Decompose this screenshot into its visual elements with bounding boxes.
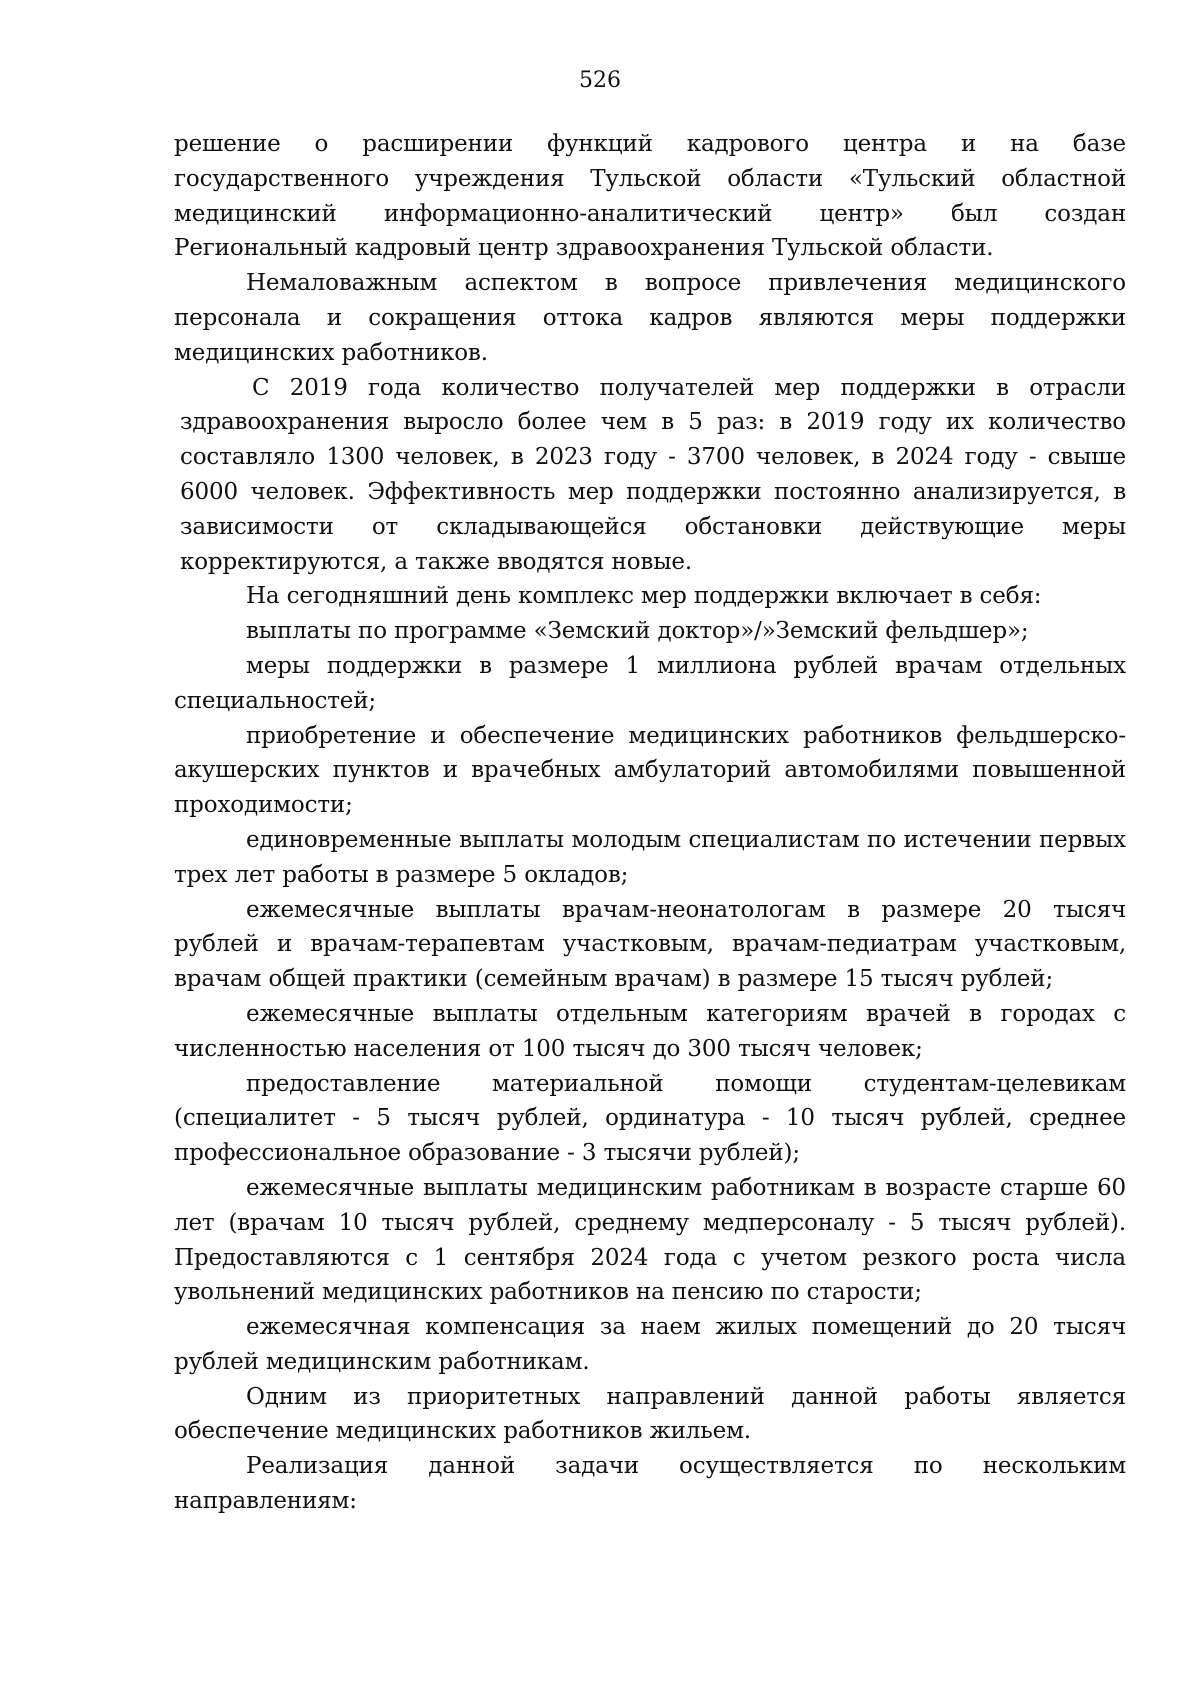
list-item-zemsky-doctor: выплаты по программе «Земский доктор»/»Земский фельдшер»;	[246, 618, 1029, 645]
list-item-young-specialists: единовременные выплаты молодым специалистам по истечении первых трех лет работы в размере 5 окладов;	[174, 826, 1126, 888]
paragraph-regional-staffing-center: решение о расширении функций кадрового центра и на базе государственного учреждения Тульской области «Тульский областной медицинский информационно-аналитический центр» был создан Региональный кадровый центр здравоохранения Тульской области.	[174, 131, 1126, 262]
list-item-student-aid: предоставление материальной помощи студентам-целевикам (специалитет - 5 тысяч рублей, ординатура - 10 тысяч рублей, среднее профессиональное образование - 3 тысячи рублей);	[174, 1070, 1126, 1167]
list-item-million-rubles: меры поддержки в размере 1 миллиона рублей врачам отдельных специальностей;	[174, 652, 1126, 714]
document-body	[174, 127, 1126, 1519]
page-number: 526	[579, 68, 621, 93]
paragraph-support-measures-intro: Немаловажным аспектом в вопросе привлечения медицинского персонала и сокращения оттока кадров являются меры поддержки медицинских работников.	[174, 270, 1126, 366]
list-item-city-doctors: ежемесячные выплаты отдельным категориям врачей в городах с численностью населения от 100 тысяч до 300 тысяч человек;	[174, 1000, 1126, 1062]
list-item-vehicles: приобретение и обеспечение медицинских работников фельдшерско-акушерских пунктов и врачебных амбулаторий автомобилями повышенной проходимости;	[174, 722, 1126, 819]
paragraph-measures-list-intro: На сегодняшний день комплекс мер поддержки включает в себя:	[246, 583, 1042, 610]
paragraph-housing-priority: Одним из приоритетных направлений данной работы является обеспечение медицинских работников жильем.	[174, 1383, 1126, 1445]
paragraph-recipients-growth: С 2019 года количество получателей мер поддержки в отрасли здравоохранения выросло более чем в 5 раз: в 2019 году их количество составляло 1300 человек, в 2023 году - 3700 человек, в 2024 году - свыше 6000 человек. Эффективность мер поддержки постоянно анализируется, в зависимости от складывающейся обстановки действующие меры корректируются, а также вводятся новые.	[180, 374, 1126, 575]
list-item-over-60: ежемесячные выплаты медицинским работникам в возрасте старше 60 лет (врачам 10 тысяч рублей, среднему медперсоналу - 5 тысяч рублей). Предоставляются с 1 сентября 2024 года с учетом резкого роста числа увольнений медицинских работников на пенсию по старости;	[174, 1174, 1126, 1306]
list-item-monthly-neonatologists: ежемесячные выплаты врачам-неонатологам в размере 20 тысяч рублей и врачам-терапевтам участковым, врачам-педиатрам участковым, врачам общей практики (семейным врачам) в размере 15 тысяч рублей;	[174, 896, 1126, 993]
paragraph-implementation-directions: Реализация данной задачи осуществляется по нескольким направлениям:	[174, 1453, 1126, 1515]
list-item-housing-compensation: ежемесячная компенсация за наем жилых помещений до 20 тысяч рублей медицинским работникам.	[174, 1314, 1126, 1375]
